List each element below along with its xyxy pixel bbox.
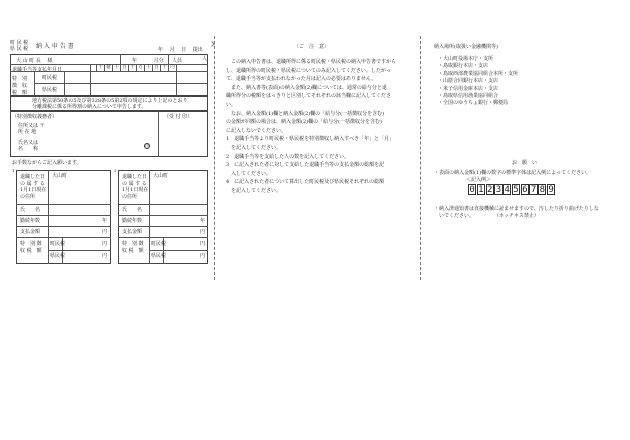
collect-town-label: 町民税 (42, 75, 58, 81)
list-item: ・鳥取銀行本店・支店 (438, 63, 489, 70)
list-item: ・米子信用金庫本店・支店 (438, 85, 499, 92)
address-label: 住所又は 〒 (18, 123, 45, 129)
list-item: ・山陰合同銀行本店・支店 (438, 78, 499, 85)
payment-date-label: 退職手当等支払年月日 (12, 67, 63, 73)
caution-title: 〔ご 注 意〕 (294, 44, 330, 50)
people-label: 人員 (172, 58, 183, 64)
payment-places-title: 納入場所(取扱い金融機関等) (434, 44, 498, 50)
location-label: 所 在 地 (18, 129, 37, 135)
list-item: ・全国のゆうちょ銀行・郵便局 (438, 100, 509, 107)
notice-line-2: 分離課税に係る所得割の納入について申告します。 (32, 104, 147, 110)
small-form-2-town: 大山町 (153, 173, 169, 179)
submission-date-label: 年 月 日 提出 (158, 47, 203, 53)
example-digit: 4 (504, 185, 510, 195)
example-digit: 0 (469, 185, 475, 195)
seal-mark: 印 (145, 144, 149, 148)
small-form-2-amount-unit: 円 (200, 229, 206, 235)
small-form-1-town-tax: 町民税 (50, 241, 66, 247)
example-digit: 1 (478, 185, 484, 195)
title-label: 名 称 (18, 146, 39, 152)
reception-stamp-label: （受 付 印） (164, 114, 193, 120)
small-form-2-years-unit: 年 (200, 218, 206, 224)
small-form-2-town-tax-unit: 円 (200, 241, 206, 247)
year-month-label: 年 月分 (132, 58, 164, 64)
small-form-1-town-tax-unit: 円 (102, 241, 108, 247)
tax-form-sheet (8, 36, 622, 280)
small-form-2-town-tax: 町民税 (151, 241, 167, 247)
people-unit: 人 (202, 56, 208, 62)
small-form-1-amount-unit: 円 (102, 229, 108, 235)
small-form-2-head: 退職した日 の 属 す る 1月1日現在 の住所 (122, 174, 149, 200)
small-form-2-years: 勤続年数 (122, 218, 143, 224)
small-form-1-name: 氏 名 (20, 207, 41, 213)
list-item: ・鳥取西部農業協同組合本所・支所 (438, 70, 519, 77)
example-digit: 7 (530, 185, 537, 195)
small-form-2-amount: 支払金額 (122, 229, 143, 235)
small-form-1-number: 1 (12, 168, 15, 173)
fold-line-1 (214, 36, 215, 280)
footnote: お手数ながらご記入願います。 (12, 160, 82, 166)
small-form-1-pref-tax: 県民税 (50, 253, 66, 259)
payment-places-list (438, 56, 518, 108)
small-form-2-number: 2 (114, 168, 117, 173)
small-form-1-tax-label: 特 別 徴 収 税 額 (20, 241, 47, 254)
tax-type-prefecture: 県 民 税 (10, 46, 29, 52)
example-digit: 5 (513, 185, 519, 195)
addressee: 大 山 町 長 様 (16, 58, 53, 64)
digit-header-row: 十 億 千 百 十 万 千 百 十 円 (96, 64, 176, 71)
caution-text: この納入申告書は、退職所得に係る町民税・県民税の納入申告書ですから し、退職所得の町民税・県民税についてのみ記入してください。したがっ て、退職手当等が支払われなかった月は記入の必要はありません。 また、納入書等(表面)の納入金額(2)欄については、通常の給与分と退 職所得分の税額をはっきりと区別してそれぞれの該当欄に記入してくださ い。 なお、納入金額(1)欄と納入金額(2)欄の「給与分(一括徴収分を含む) の金額が同額の場合は、納入金額(2)欄の「給与分(一括徴収分を含む) に記入しないでください。 1 退職手当等より町民税・県民税を特別徴収し納入すべき「年」と「月」 を記入してください。 2 退職手当等を支給した人の数を記入してください。 3 に記入された者に対して支給した退職手当等の支払金額の総額を記 入してください。 4 に記入された者について算出した町民税及び県民税それぞれの総額 を記入してください。 (226, 59, 397, 194)
small-form-2-pref-tax-unit: 円 (200, 253, 206, 259)
small-form-1-pref-tax-unit: 円 (102, 253, 108, 259)
notice-line-1: 地方税法第50条の5及び第328条の5第2項の規定により上記のとおり (32, 98, 188, 104)
request-2-line-2: いでください。 （ホッチキス禁止） (434, 213, 539, 219)
list-item: ・大山町役場本庁・支所 (438, 56, 494, 62)
example-digit: 2 (486, 185, 493, 195)
example-digit: 3 (495, 185, 502, 195)
small-form-2-name: 氏 名 (122, 207, 143, 213)
example-label: ＜記入例＞ (466, 177, 492, 183)
list-item: ・鳥取県信用漁業協同組合 (438, 93, 499, 100)
collector-heading: （特別徴収義務者） (12, 114, 58, 120)
example-digit: 9 (548, 185, 554, 195)
small-form-2-tax-label: 特 別 徴 収 税 額 (122, 241, 149, 254)
special-collection-label: 特 別 徴 収 税 額 (12, 76, 33, 96)
example-digits (468, 184, 555, 195)
caution-panel (220, 36, 416, 280)
declaration-panel (8, 36, 208, 280)
instructions-panel (426, 36, 622, 280)
request-2-line-1: ・納入済通知書は直接機械に読ませますので、汚したり折り曲げたりしな (434, 206, 599, 212)
small-form-1-years: 勤続年数 (20, 218, 41, 224)
example-digit: 8 (539, 185, 546, 195)
small-form-2-pref-tax: 県民税 (151, 253, 167, 259)
name-label: 氏名又は (18, 140, 39, 146)
small-form-1-amount: 支払金額 (20, 229, 41, 235)
small-form-1-town: 大山町 (52, 173, 68, 179)
fold-line-2 (420, 36, 421, 280)
example-digit: 6 (522, 185, 528, 195)
form-title: 納 入 申 告 書 (36, 43, 74, 50)
small-form-1-years-unit: 年 (102, 218, 108, 224)
tax-type-town: 町 民 税 (10, 40, 29, 46)
request-title: お 願 い (512, 160, 538, 166)
request-1: ・表面の納入金額(1)欄の数字の標準字体は記入例によってください。 (434, 170, 592, 176)
small-form-1-head: 退職した日 の 属 す る 1月1日現在 の住所 (20, 174, 47, 200)
collect-prefecture-label: 県民税 (42, 87, 58, 93)
